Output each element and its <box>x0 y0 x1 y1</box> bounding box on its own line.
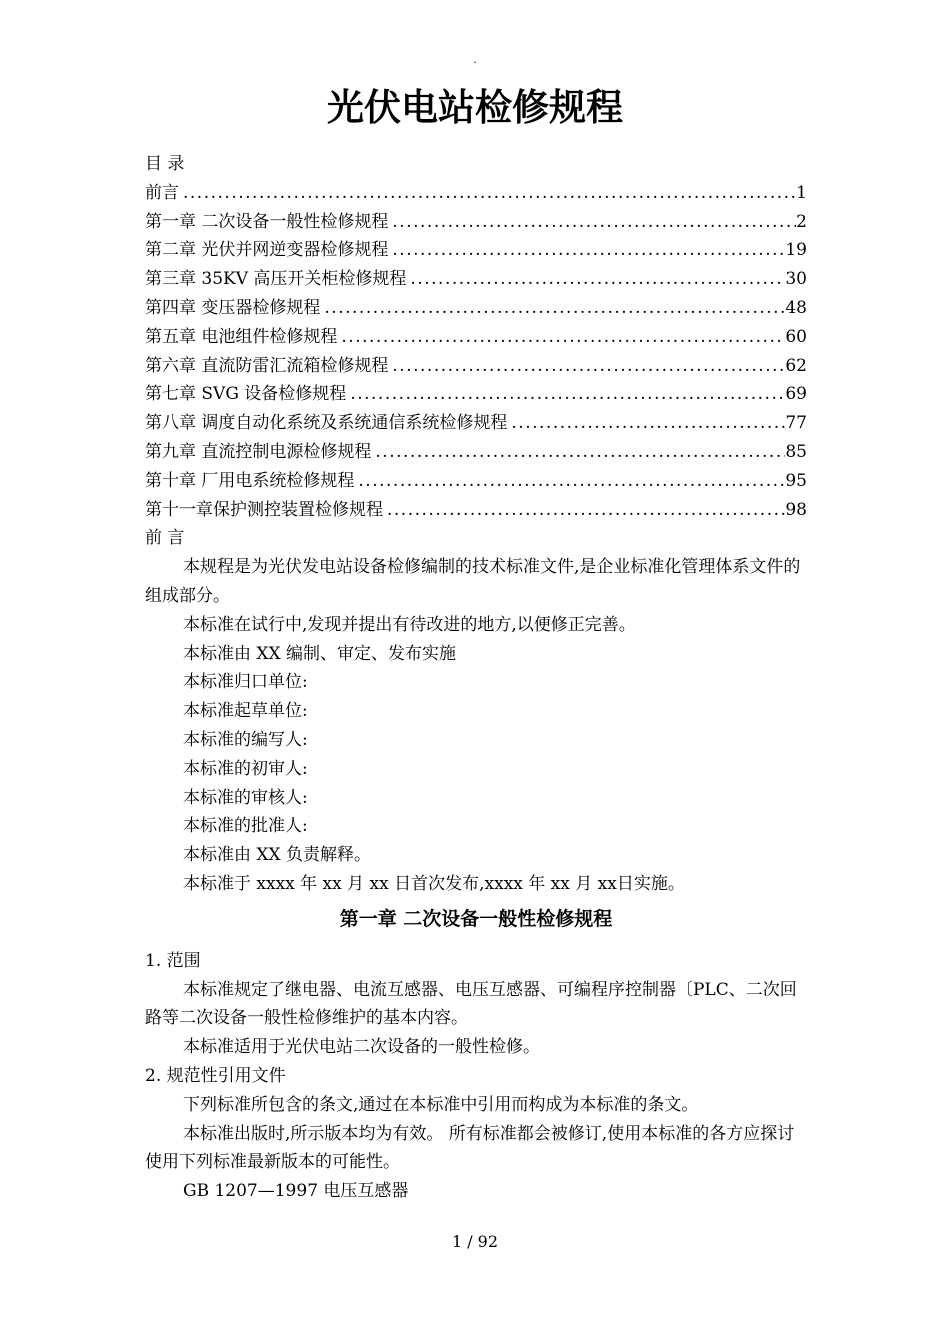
toc-entry-page: 62 <box>785 355 807 376</box>
toc-heading: 目 录 <box>145 154 185 174</box>
toc-entry-label: 第三章 35KV 高压开关柜检修规程 <box>145 269 407 290</box>
page-content <box>145 150 807 1206</box>
preface-paragraph: 本标准的编写人: <box>183 729 308 750</box>
toc-entry-page: 19 <box>785 240 807 261</box>
toc-entry-label: 第九章 直流控制电源检修规程 <box>145 441 372 462</box>
section-title: 2. 规范性引用文件 <box>145 1065 286 1086</box>
toc-leader-dots <box>371 438 785 467</box>
toc-entry[interactable] <box>145 208 807 237</box>
preface-paragraph: 本标准的批准人: <box>183 816 308 837</box>
toc-entry[interactable] <box>145 380 807 409</box>
preface-paragraph: 本标准由 XX 负责解释。 <box>183 845 372 866</box>
preface-paragraph: 本标准由 XX 编制、审定、发布实施 <box>183 643 457 664</box>
toc-entry-page: 85 <box>785 441 807 462</box>
toc-entry-page: 98 <box>785 499 807 520</box>
toc-entry-label: 第一章 二次设备一般性检修规程 <box>145 211 389 232</box>
toc-leader-dots <box>179 179 796 208</box>
header-mark: . <box>473 55 477 66</box>
preface-paragraph: 本标准起草单位: <box>183 701 308 722</box>
toc-entry-label: 第六章 直流防雷汇流箱检修规程 <box>145 355 389 376</box>
section-paragraph: GB 1207—1997 电压互感器 <box>183 1181 409 1202</box>
toc-entry[interactable] <box>145 438 807 467</box>
chapter-heading: 第一章 二次设备一般性检修规程 <box>339 907 613 930</box>
toc-entry-page: 60 <box>785 326 807 347</box>
toc-leader-dots <box>354 467 785 496</box>
document-title: 光伏电站检修规程 <box>327 86 623 129</box>
section-paragraph: 本标准适用于光伏电站二次设备的一般性检修。 <box>183 1037 540 1058</box>
toc-entry-label: 第二章 光伏并网逆变器检修规程 <box>145 240 389 261</box>
toc-leader-dots <box>320 294 785 323</box>
toc-entry-label: 第八章 调度自动化系统及系统通信系统检修规程 <box>145 413 508 434</box>
toc-entry[interactable] <box>145 467 807 496</box>
toc-entry-page: 95 <box>785 470 807 491</box>
toc-leader-dots <box>388 208 796 237</box>
toc-leader-dots <box>388 352 785 381</box>
toc-leader-dots <box>346 380 785 409</box>
toc-entry[interactable] <box>145 236 807 265</box>
toc-entry[interactable] <box>145 265 807 294</box>
toc-entry-page: 30 <box>785 269 807 290</box>
toc-entry-label: 第十一章保护测控装置检修规程 <box>145 499 383 520</box>
page-indicator: 1 / 92 <box>451 1232 499 1251</box>
section-paragraph: 下列标准所包含的条文,通过在本标准中引用而构成为本标准的条文。 <box>183 1094 699 1115</box>
toc-entry-label: 前言 <box>145 182 179 203</box>
toc-entry-label: 第十章 厂用电系统检修规程 <box>145 470 355 491</box>
toc-entry-label: 第七章 SVG 设备检修规程 <box>145 384 347 405</box>
toc-leader-dots <box>383 496 785 525</box>
section-title: 1. 范围 <box>145 950 201 971</box>
toc-leader-dots <box>388 236 785 265</box>
toc-entry[interactable] <box>145 294 807 323</box>
toc-entry[interactable] <box>145 409 807 438</box>
toc-entry-label: 第四章 变压器检修规程 <box>145 297 321 318</box>
toc-entry[interactable] <box>145 179 807 208</box>
toc-entry[interactable] <box>145 352 807 381</box>
toc-entry-page: 69 <box>785 384 807 405</box>
preface-paragraph: 本标准于 xxxx 年 xx 月 xx 日首次发布,xxxx 年 xx 月 xx日实施。 <box>183 873 685 894</box>
section-paragraph: 本标准出版时,所示版本均为有效。 所有标准都会被修订,使用本标准的各方应探讨使用下列标准最新版本的可能性。 <box>145 1123 795 1173</box>
preface-paragraph: 本规程是为光伏发电站设备检修编制的技术标准文件,是企业标准化管理体系文件的组成部分。 <box>145 557 801 606</box>
toc-entry-page: 48 <box>785 297 807 318</box>
toc-leader-dots <box>507 409 785 438</box>
preface-heading: 前 言 <box>145 528 185 549</box>
section-paragraph: 本标准规定了继电器、电流互感器、电压互感器、可编程序控制器〔PLC、二次回路等二次设备一般性检修维护的基本内容。 <box>145 979 797 1029</box>
toc-entry-page: 77 <box>785 413 807 434</box>
preface-paragraph: 本标准归口单位: <box>183 672 308 693</box>
toc-entry-label: 第五章 电池组件检修规程 <box>145 326 338 347</box>
toc-entry[interactable] <box>145 496 807 525</box>
toc-entry-page: 2 <box>796 211 807 232</box>
preface-paragraph: 本标准在试行中,发现并提出有待改进的地方,以便修正完善。 <box>183 614 636 635</box>
toc-leader-dots <box>406 265 785 294</box>
preface-paragraph: 本标准的审核人: <box>183 787 308 808</box>
toc-entry-page: 1 <box>796 182 807 203</box>
toc-leader-dots <box>337 323 785 352</box>
preface-paragraph: 本标准的初审人: <box>183 758 308 779</box>
toc-entry[interactable] <box>145 323 807 352</box>
